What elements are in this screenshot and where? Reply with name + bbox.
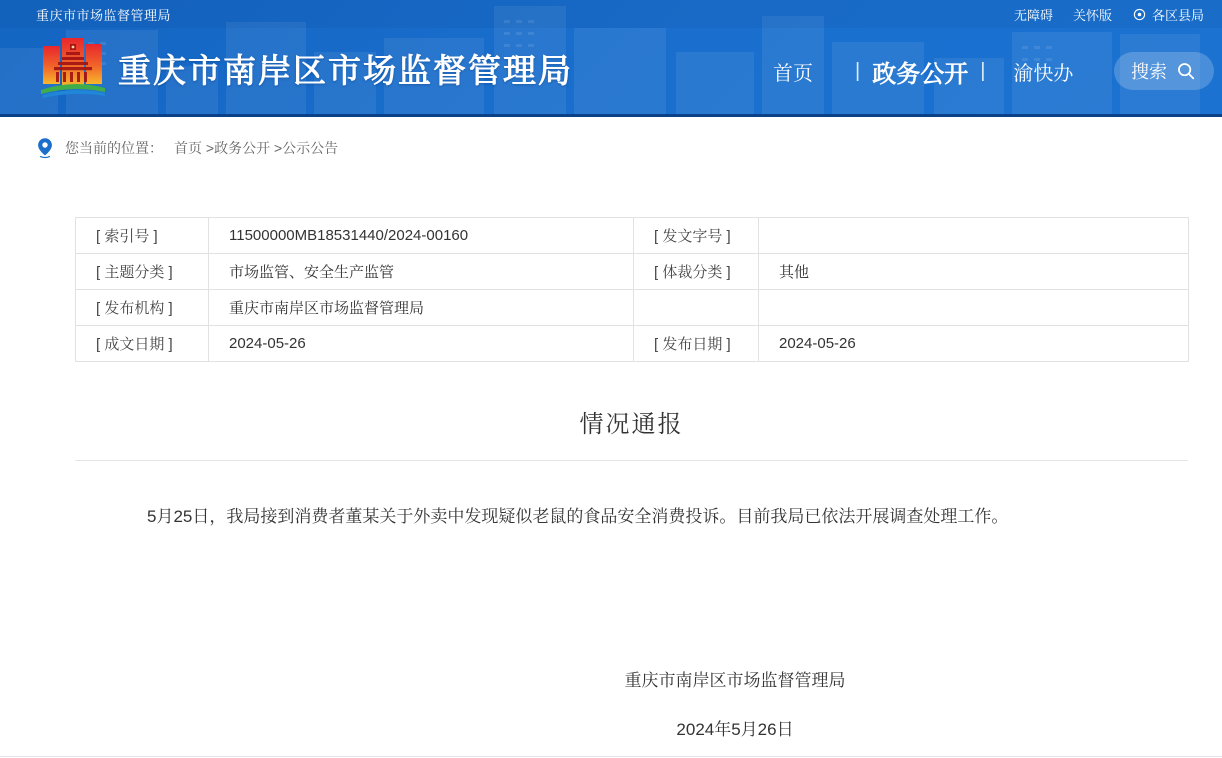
breadcrumb-item-government-affairs[interactable]: 政务公开 bbox=[214, 140, 271, 156]
nav-item-government-affairs[interactable]: 政务公开 bbox=[872, 60, 969, 88]
nav-divider: | bbox=[855, 59, 861, 82]
meta-label-index-number: [ 索引号 ] bbox=[76, 218, 209, 254]
nav-divider: | bbox=[980, 59, 986, 82]
site-title: 重庆市南岸区市场监督管理局 bbox=[118, 51, 573, 89]
meta-label-empty bbox=[634, 290, 759, 326]
accessibility-link[interactable]: 无障碍 bbox=[1013, 7, 1053, 23]
article-body-text: 5月25日，我局接到消费者董某关于外卖中发现疑似老鼠的食品安全消费投诉。目前我局已依法开展调查处理工作。 bbox=[147, 507, 1009, 526]
document-content bbox=[75, 217, 1188, 740]
utility-topbar bbox=[0, 0, 1222, 28]
meta-value-empty bbox=[759, 290, 1189, 326]
title-divider bbox=[75, 460, 1188, 461]
breadcrumb-separator: > bbox=[270, 140, 283, 156]
topbar-links bbox=[1014, 5, 1204, 24]
care-version-link[interactable]: 关怀版 bbox=[1072, 7, 1112, 23]
meta-value-genre-category: 其他 bbox=[759, 254, 1189, 290]
meta-label-topic-category: [ 主题分类 ] bbox=[76, 254, 209, 290]
nav-item-home[interactable]: 首页 bbox=[773, 62, 813, 85]
signature-agency: 重庆市南岸区市场监督管理局 bbox=[624, 671, 846, 690]
page-title: 情况通报 bbox=[579, 411, 684, 438]
breadcrumb-trail bbox=[174, 138, 338, 158]
breadcrumb-prefix: 您当前的位置： bbox=[65, 140, 163, 156]
search-icon bbox=[1175, 60, 1197, 82]
table-row bbox=[76, 254, 1189, 290]
nav-item-yukuaiban[interactable]: 渝快办 bbox=[1013, 62, 1074, 85]
breadcrumb bbox=[0, 117, 1222, 173]
meta-value-publish-date: 2024-05-26 bbox=[759, 326, 1189, 362]
meta-label-issuing-agency: [ 发布机构 ] bbox=[76, 290, 209, 326]
location-pin-icon bbox=[36, 137, 54, 159]
search-button[interactable] bbox=[1114, 52, 1214, 90]
district-bureaus-label: 各区县局 bbox=[1151, 7, 1204, 23]
meta-value-written-date: 2024-05-26 bbox=[209, 326, 634, 362]
bureau-logo-icon bbox=[40, 36, 106, 100]
table-row bbox=[76, 290, 1189, 326]
search-button-label: 搜索 bbox=[1131, 62, 1167, 82]
signature-block bbox=[75, 666, 1188, 740]
location-icon bbox=[1132, 7, 1147, 22]
meta-value-issuing-agency: 重庆市南岸区市场监督管理局 bbox=[209, 290, 634, 326]
table-row bbox=[76, 218, 1189, 254]
meta-value-document-number bbox=[759, 218, 1189, 254]
district-bureaus-link[interactable] bbox=[1132, 5, 1204, 24]
city-bureau-link[interactable]: 重庆市市场监督管理局 bbox=[36, 7, 172, 23]
table-row bbox=[76, 326, 1189, 362]
meta-label-publish-date: [ 发布日期 ] bbox=[634, 326, 759, 362]
meta-label-genre-category: [ 体裁分类 ] bbox=[634, 254, 759, 290]
meta-value-topic-category: 市场监管、安全生产监管 bbox=[209, 254, 634, 290]
breadcrumb-item-home[interactable]: 首页 bbox=[174, 140, 202, 156]
header-main bbox=[0, 28, 1222, 114]
meta-label-written-date: [ 成文日期 ] bbox=[76, 326, 209, 362]
signature-date: 2024年5月26日 bbox=[676, 720, 794, 739]
breadcrumb-separator: > bbox=[202, 140, 215, 156]
main-nav bbox=[755, 28, 1073, 114]
breadcrumb-item-announcements[interactable]: 公示公告 bbox=[282, 140, 339, 156]
meta-label-document-number: [ 发文字号 ] bbox=[634, 218, 759, 254]
site-header bbox=[0, 0, 1222, 117]
document-meta-table bbox=[75, 217, 1189, 362]
site-brand[interactable] bbox=[40, 36, 573, 100]
meta-value-index-number: 11500000MB18531440/2024-00160 bbox=[209, 218, 634, 254]
